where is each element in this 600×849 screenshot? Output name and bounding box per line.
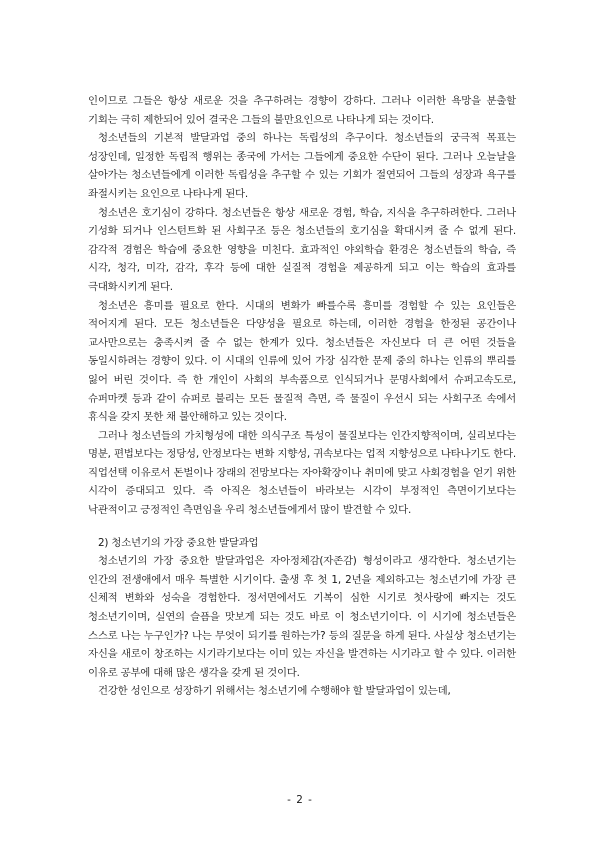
paragraph-values: 그러나 청소년들의 가치형성에 대한 의식구조 특성이 물질보다는 인간지향적이며, 실리보다는 명분, 편법보다는 정당성, 안정보다는 변화 지향성, 귀속보다는 업적 지향성으로 나타나기도 한다. 직업선택 이유로서 돈벌이나 장래의 전망보다는 자아확장이나 취미에 맞고 사회경험을 얻기 위한 시각이 증대되고 있다. 즉 아직은 청소년들이 바라보는 시각이 부정적인 측면이기보다는 낙관적이고 긍정적인 측면임을 우리 청소년들에게서 많이 발견할 수 있다. (88, 429, 516, 517)
section-heading: 2) 청소년기의 가장 중요한 발달과업 (98, 536, 259, 549)
document-page (88, 92, 516, 701)
page-number: - 2 - (287, 794, 313, 806)
paragraph-curiosity: 청소년은 호기심이 강하다. 청소년들은 항상 새로운 경험, 학습, 지식을 추구하려한다. 그러나 기성화 되거나 인스턴트화 된 사회구조 등은 청소년들의 호기심을 확대시켜 줄 수 없게 된다. 감각적 경험은 학습에 중요한 영향을 미친다. 효과적인 야외학습 환경은 청소년들의 학습, 즉 시각, 청각, 미각, 감각, 후각 등에 대한 실질적 경험을 제공하게 되고 이는 학습의 효과를 극대화시키게 된다. (88, 206, 516, 293)
paragraph-identity: 청소년기의 가장 중요한 발달과업은 자아정체감(자존감) 형성이라고 생각한다. 청소년기는 인간의 전생애에서 매우 특별한 시기이다. 출생 후 첫 1, 2년을 제외하고는 청소년기에 가장 큰 신체적 변화와 성숙을 경험한다. 정서면에서도 기복이 심한 시기로 첫사랑에 빠지는 것도 청소년기이며, 실연의 슬픔을 맛보게 되는 것도 바로 이 청소년기이다. 이 시기에 청소년들은 스스로 나는 누구인가? 나는 무엇이 되기를 원하는가? 등의 질문을 하게 된다. 사실상 청소년기는 자신을 새로이 창조하는 시기라기보다는 이미 있는 자신을 발견하는 시기라고 할 수 있다. 이러한 이유로 공부에 대해 많은 생각을 갖게 된 것이다. (88, 555, 516, 679)
paragraph-healthy-adult: 건강한 성인으로 성장하기 위해서는 청소년기에 수행해야 할 발달과업이 있는데, (98, 685, 451, 698)
paragraph-independence: 청소년들의 기본적 발달과업 중의 하나는 독립성의 추구이다. 청소년들의 궁극적 목표는 성장인데, 일정한 독립적 행위는 종국에 가서는 그들에게 중요한 수단이 된다. 그러나 오늘날을 살아가는 청소년들에게 이러한 독립성을 추구할 수 있는 기회가 절연되어 그들의 성장과 욕구를 좌절시키는 요인으로 나타나게 된다. (88, 132, 516, 200)
paragraph-interest: 청소년은 흥미를 필요로 한다. 시대의 변화가 빠를수록 흥미를 경험할 수 있는 요인들은 적어지게 된다. 모든 청소년들은 다양성을 필요로 하는데, 이러한 경험을 한정된 공간이나 교사만으로는 충족시켜 줄 수 없는 한계가 있다. 청소년들은 자신보다 더 큰 어떤 것들을 동일시하려는 경향이 있다. 이 시대의 인류에 있어 가장 심각한 문제 중의 하나는 인류의 뿌리를 잃어 버린 것이다. 즉 한 개인이 사회의 부속품으로 인식되거나 문명사회에서 슈퍼고속도로, 슈퍼마켓 등과 같이 슈퍼로 불리는 모든 물질적 측면, 즉 물질이 우선시 되는 사회구조 속에서 휴식을 갖지 못한 채 불안해하고 있는 것이다. (88, 299, 516, 424)
paragraph-continuation: 인이므로 그들은 항상 새로운 것을 추구하려는 경향이 강하다. 그러나 이러한 욕망을 분출할 기회는 극히 제한되어 있어 결국은 그들의 불만요인으로 나타나게 되는 것이다. (88, 95, 516, 126)
